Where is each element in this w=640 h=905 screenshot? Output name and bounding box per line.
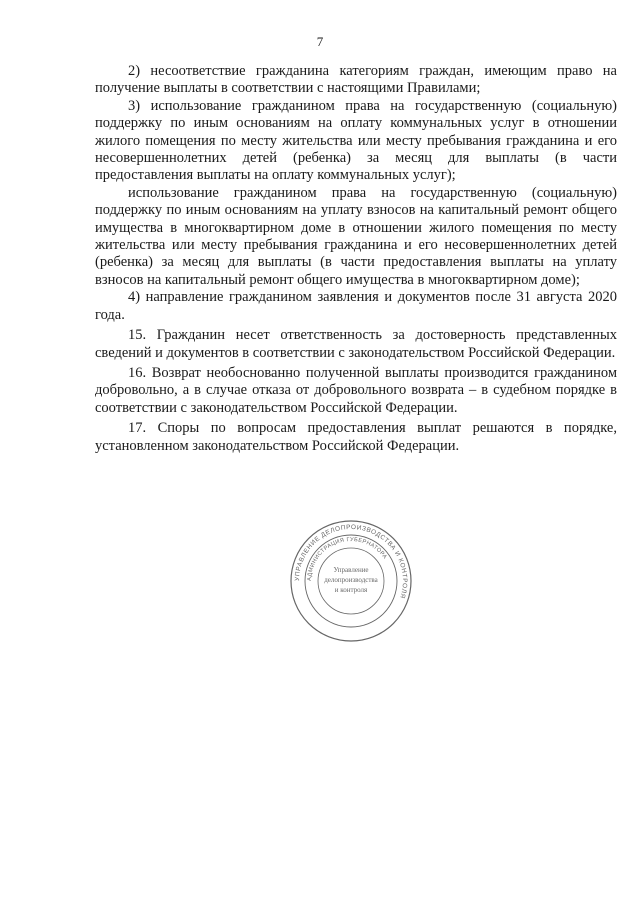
paragraph-16: 16. Возврат необоснованно полученной выплаты производится гражданином добровольно, а в случае отказа от добровольного возврата – в судебном порядке в соответствии с законодательством Российской Федерации. xyxy=(95,364,617,416)
paragraph-item-3-continued: использование гражданином права на государственную (социальную) поддержку по иным основаниям на уплату взносов на капитальный ремонт общего имущества в многоквартирном доме в отношении жилого помещения по месту жительства или месту пребывания гражданина и его несовершеннолетних детей (ребенка) за месяц для выплаты (в части предоставления выплаты на уплату взносов на капитальный ремонт общего имущества в многоквартирном доме); xyxy=(95,184,617,288)
paragraph-item-3: 3) использование гражданином права на государственную (социальную) поддержку по иным основаниям на оплату коммунальных услуг в отношении жилого помещения по месту жительства или месту пребывания гражданина и его несовершеннолетних детей (ребенка) за месяц для выплаты (в части предоставления выплаты на оплату коммунальных услуг); xyxy=(95,97,617,184)
stamp-inner-text: АДМИНИСТРАЦИЯ ГУБЕРНАТОРА xyxy=(306,536,388,582)
paragraph-item-2: 2) несоответствие гражданина категориям граждан, имеющим право на получение выплаты в соответствии с настоящими Правилами; xyxy=(95,63,617,97)
paragraph-17: 17. Споры по вопросам предоставления выплат решаются в порядке, установленном законодательством Российской Федерации. xyxy=(95,420,617,454)
stamp-center-line-2: делопроизводства xyxy=(324,576,378,584)
stamp-center-line-1: Управление xyxy=(333,566,369,574)
page-number: 7 xyxy=(316,34,324,49)
document-body xyxy=(95,63,617,455)
official-seal-stamp xyxy=(287,519,415,643)
stamp-outer-text: УПРАВЛЕНИЕ ДЕЛОПРОИЗВОДСТВА И КОНТРОЛЯ xyxy=(293,523,409,600)
paragraph-15: 15. Гражданин несет ответственность за достоверность представленных сведений и документов в соответствии с законодательством Российской Федерации. xyxy=(95,327,617,361)
stamp-center-line-3: и контроля xyxy=(334,586,368,594)
paragraph-item-4: 4) направление гражданином заявления и документов после 31 августа 2020 года. xyxy=(95,289,617,323)
